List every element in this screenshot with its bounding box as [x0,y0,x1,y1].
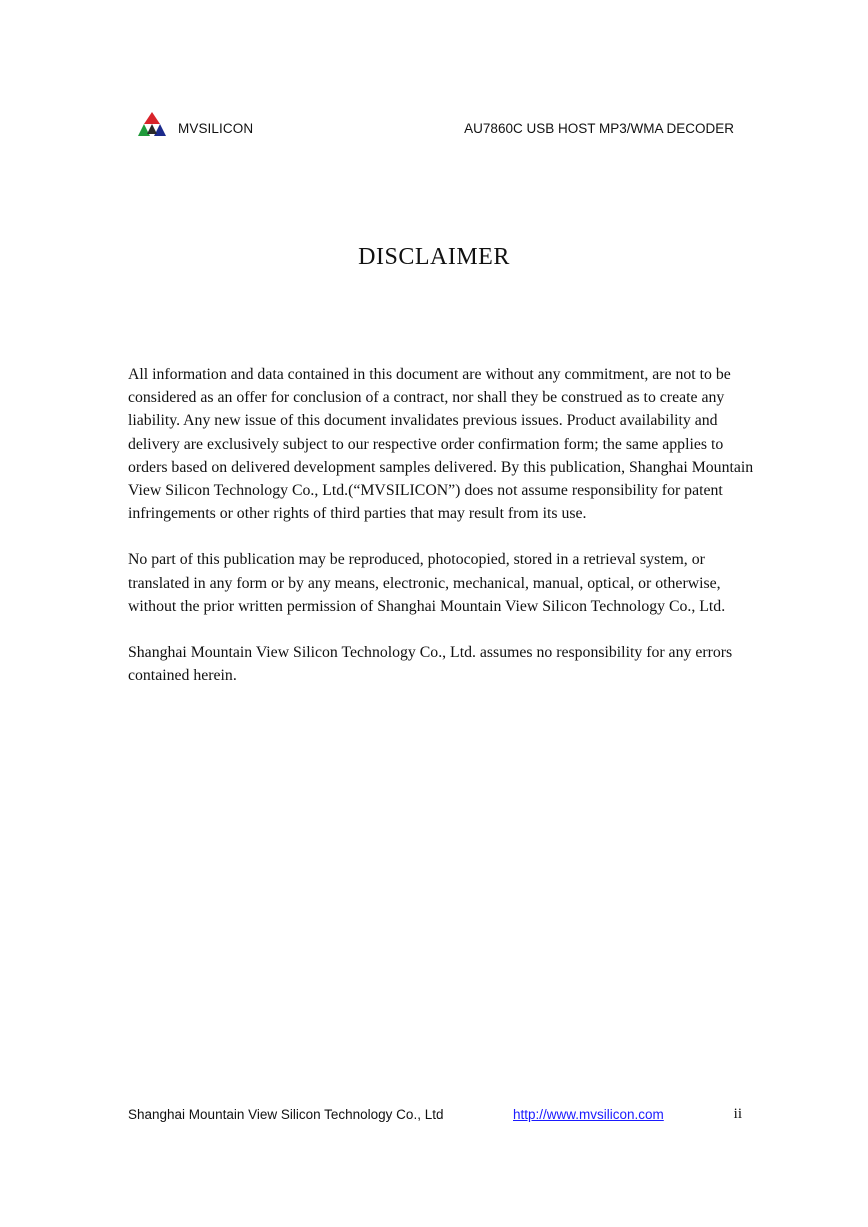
disclaimer-body [128,363,756,710]
disclaimer-paragraph-2: No part of this publication may be reproduced, photocopied, stored in a retrieval system, or translated in any form or by any means, electronic, mechanical, manual, optical, or otherwise, without the prior written permission of Shanghai Mountain View Silicon Technology Co., Ltd. [128,551,726,615]
page-header [138,112,738,140]
footer-company-name: Shanghai Mountain View Silicon Technology Co., Ltd [128,1107,444,1122]
logo-blue-triangle [154,124,166,136]
disclaimer-paragraph-3: Shanghai Mountain View Silicon Technology Co., Ltd. assumes no responsibility for any errors contained herein. [128,644,733,685]
footer-website-link[interactable]: http://www.mvsilicon.com [513,1107,664,1122]
mvsilicon-logo-icon [138,112,166,138]
logo-green-triangle [138,124,150,136]
header-product-name: AU7860C USB HOST MP3/WMA DECODER [464,121,734,136]
logo-red-triangle [144,112,160,124]
header-company-name: MVSILICON [178,121,254,136]
logo-center-triangle [147,124,157,134]
disclaimer-paragraph-1: All information and data contained in this document are without any commitment, are not to be considered as an offer for conclusion of a contract, nor shall they be construed as to create any liability. Any new issue of this document invalidates previous issues. Product availability and delivery are exclusively subject to our respective order confirmation form; the same applies to orders based on delivered development samples delivered. By this publication, Shanghai Mountain View Silicon Technology Co., Ltd.(“MVSILICON”) does not assume responsibility for patent infringements or other rights of third parties that may result from its use. [128,366,754,523]
page-footer [128,1107,742,1127]
page-title: DISCLAIMER [358,244,510,270]
page-number: ii [733,1106,742,1122]
